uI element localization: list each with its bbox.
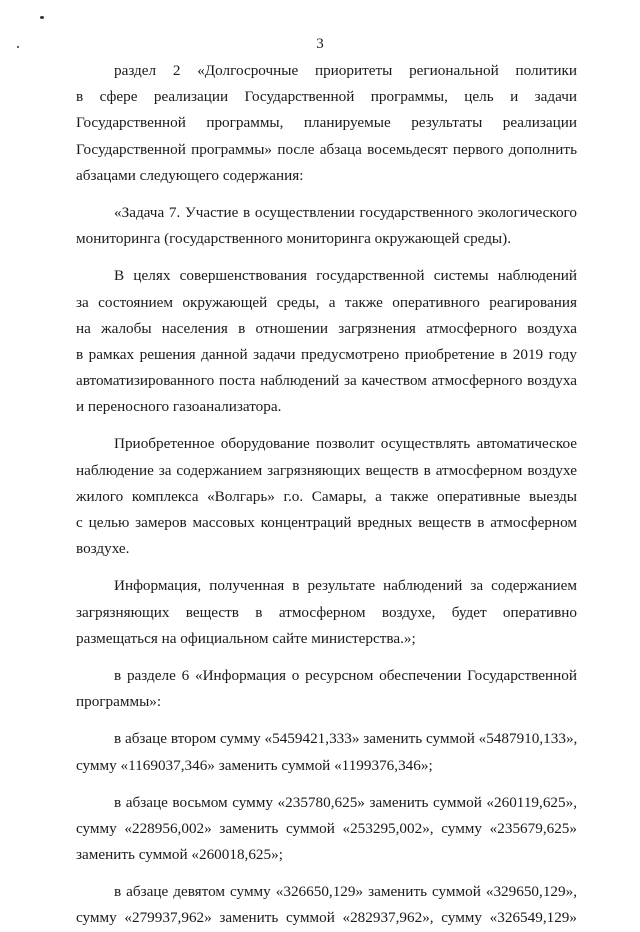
paragraph-gap — [76, 252, 577, 263]
text-line: в сфере реализации Государственной программы, цель и задачи — [76, 88, 577, 106]
paragraph — [76, 663, 577, 715]
text-line: сумму «1169037,346» заменить суммой «1199376,346»; — [76, 756, 433, 774]
text-line: с целью замеров массовых концентраций вредных веществ в атмосферном — [76, 514, 577, 531]
paragraph — [76, 726, 577, 778]
text-line: Приобретенное оборудование позволит осуществлять автоматическое — [114, 435, 577, 453]
paragraph-gap — [76, 420, 577, 431]
paragraph-gap — [76, 715, 577, 726]
text-line: Государственной программы, планируемые результаты реализации — [76, 114, 577, 132]
text-line: жилого комплекса «Волгарь» г.о. Самары, а также оперативные выезды — [76, 487, 577, 505]
text-line: сумму «279937,962» заменить суммой «282937,962», сумму «326549,129» — [76, 909, 577, 927]
text-line: в разделе 6 «Информация о ресурсном обеспечении Государственной — [114, 666, 577, 684]
text-line: «Задача 7. Участие в осуществлении государственного экологического — [114, 203, 577, 221]
paragraph — [76, 879, 577, 931]
text-line: и переносного газоанализатора. — [76, 398, 282, 416]
text-line: сумму «228956,002» заменить суммой «253295,002», сумму «235679,625» — [76, 819, 577, 837]
paragraph — [76, 200, 577, 252]
text-line: автоматизированного поста наблюдений за качеством атмосферного воздуха — [76, 372, 577, 390]
scan-speck — [40, 16, 44, 19]
text-line: загрязняющих веществ в атмосферном воздухе, будет оперативно — [76, 603, 577, 621]
text-line: заменить суммой «260018,625»; — [76, 846, 283, 864]
text-line: В целях совершенствования государственной системы наблюдений — [114, 267, 577, 285]
text-line: на жалобы населения в отношении загрязнения атмосферного воздуха — [76, 319, 577, 337]
page-number: 3 — [316, 36, 324, 52]
paragraph-gap — [76, 779, 577, 790]
text-line: за состоянием окружающей среды, а также оперативного реагирования — [76, 293, 577, 311]
text-line: в абзаце втором сумму «5459421,333» заменить суммой «5487910,133», — [114, 730, 578, 748]
paragraph — [76, 573, 577, 652]
document-body — [76, 58, 577, 932]
text-line: Государственной программы» после абзаца восемьдесят первого дополнить — [76, 140, 577, 158]
paragraph-gap — [76, 652, 577, 663]
text-line: абзацами следующего содержания: — [76, 166, 304, 184]
text-line: воздухе. — [76, 540, 130, 558]
text-line: в рамках решения данной задачи предусмотрено приобретение в 2019 году — [76, 345, 577, 363]
text-line: наблюдение за содержанием загрязняющих веществ в атмосферном воздухе — [76, 461, 577, 479]
text-line: в абзаце восьмом сумму «235780,625» заменить суммой «260119,625», — [114, 793, 577, 811]
paragraph-gap — [76, 562, 577, 573]
text-line: в абзаце девятом сумму «326650,129» заменить суммой «329650,129», — [114, 883, 577, 901]
text-line: раздел 2 «Долгосрочные приоритеты региональной политики — [114, 62, 577, 79]
paragraph-gap — [76, 189, 577, 200]
paragraph — [76, 58, 577, 189]
paragraph — [76, 790, 577, 869]
text-line: Информация, полученная в результате наблюдений за содержанием — [114, 577, 577, 595]
text-line: размещаться на официальном сайте министерства.»; — [76, 629, 416, 647]
text-line: мониторинга (государственного мониторинга окружающей среды). — [76, 230, 511, 248]
paragraph — [76, 263, 577, 420]
text-line: программы»: — [76, 693, 162, 711]
paragraph-gap — [76, 868, 577, 879]
paragraph — [76, 431, 577, 562]
